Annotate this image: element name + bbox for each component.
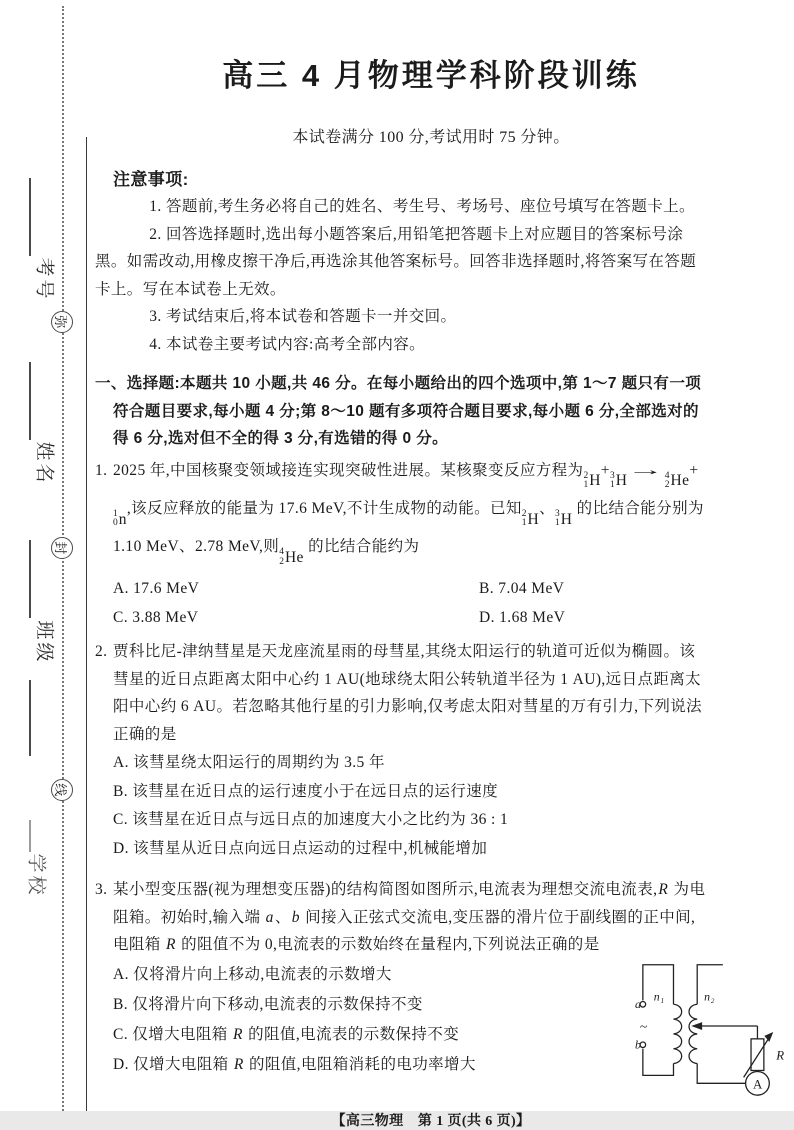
exam-title: 高三 4 月物理学科阶段训练 [222, 58, 640, 93]
slider-arrowhead [691, 1022, 702, 1030]
secondary-bottom-wire [697, 1064, 745, 1084]
exam-content [95, 0, 785, 1130]
margin-field-name: 姓名 [33, 441, 55, 486]
question-1-options [113, 574, 711, 632]
question-1-number: 1. [95, 461, 108, 479]
transformer-circuit-svg [632, 952, 794, 1104]
primary-bottom-wire [643, 1049, 674, 1076]
question-3-number: 3. [95, 881, 108, 899]
seal-char-mi: 弥 [51, 311, 73, 333]
primary-coil-label: n₁ [653, 989, 665, 1004]
margin-rule-line [86, 137, 87, 1111]
question-2-option-d: D. 该彗星从近日点向远日点运动的过程中,机械能增加 [113, 839, 488, 857]
resistor-box [751, 1039, 764, 1071]
field-underline [29, 362, 31, 440]
question-2-option-a: A. 该彗星绕太阳运行的周期约为 3.5 年 [113, 754, 385, 772]
question-1-option-b: B. 7.04 MeV [479, 580, 565, 598]
question-2-options [113, 749, 711, 863]
question-2-option-c: C. 该彗星在近日点与远日点的加速度大小之比约为 36 : 1 [113, 811, 509, 829]
ammeter-label: A [753, 1077, 763, 1092]
resistor-arrowhead [764, 1032, 773, 1042]
seal-char-xian: 线 [51, 779, 73, 801]
page-footer: 【高三物理 第 1 页(共 6 页)】 [331, 1113, 531, 1129]
question-3-option-b: B. 仅将滑片向下移动,电流表的示数保持不变 [113, 995, 423, 1013]
question-3-option-a: A. 仅将滑片向上移动,电流表的示数增大 [113, 965, 392, 983]
secondary-coil-label: n₂ [704, 989, 715, 1004]
notice-heading: 注意事项: [113, 170, 189, 189]
question-1-text: 2025 年,中国核聚变领域接连实现突破性进展。某核聚变反应方程为 2 1 H + 3 1 H → 4 2 He + 1 0 n ,该反应释放的能量为 17.6 MeV,不计生成物的动能。已知 2 1 H 、 3 1 H 的比结合能分别为 1.10 MeV、2.78 MeV,则 4 2 He 的比结合能约为 [113, 461, 704, 567]
notice-section [95, 167, 711, 358]
terminal-a-label: a [634, 997, 642, 1012]
question-1-option-c: C. 3.88 MeV [113, 609, 199, 627]
primary-coil [673, 1005, 681, 1064]
question-3-option-c: C. 仅增大电阻箱 R 的阻值,电流表的示数保持不变 [113, 1025, 460, 1043]
margin-field-exam-number: 考号 [33, 257, 55, 302]
secondary-coil [689, 1005, 697, 1064]
question-2-number: 2. [95, 643, 108, 661]
margin-field-school: 学校 [25, 853, 47, 898]
notice-item-1: 1. 答题前,考生务必将自己的姓名、考生号、考场号、座位号填写在答题卡上。 [149, 198, 695, 215]
question-2-text: 贾科比尼-津纳彗星是天龙座流星雨的母彗星,其绕太阳运行的轨道可近似为椭圆。该彗星的近日点距离太阳中心约 1 AU(地球绕太阳公转轨道半径为 1 AU),远日点距离太阳中心约 6 AU。若忽略其他行星的引力影响,仅考虑太阳对彗星的万有引力,下列说法正确的是 [113, 643, 703, 743]
terminal-b-label: b [634, 1037, 642, 1052]
question-3-options [113, 960, 711, 1080]
notice-item-3: 3. 考试结束后,将本试卷和答题卡一并交回。 [149, 308, 457, 325]
question-3-text: 某小型变压器(视为理想变压器)的结构简图如图所示,电流表为理想交流电流表,R 为电阻箱。初始时,输入端 a、b 间接入正弦式交流电,变压器的滑片位于副线圈的正中间,电阻箱 R 的阻值不为 0,电流表的示数始终在量程内,下列说法正确的是 [113, 881, 706, 954]
question-1-option-a: A. 17.6 MeV [113, 580, 200, 598]
field-underline [29, 680, 31, 756]
notice-item-4: 4. 本试卷主要考试内容:高考全部内容。 [149, 335, 426, 353]
question-3 [95, 876, 785, 1092]
notice-item-2: 2. 回答选择题时,选出每小题答案后,用铅笔把答题卡上对应题目的答案标号涂黑。如需改动,用橡皮擦干净后,再选涂其他答案标号。回答非选择题时,将答案写在答题卡上。写在本试卷上无效。 [95, 225, 697, 298]
question-1 [95, 457, 711, 633]
margin-field-class: 班级 [33, 620, 55, 665]
resistor-label: R [776, 1048, 785, 1063]
section-one-heading: 一、选择题:本题共 10 小题,共 46 分。在每小题给出的四个选项中,第 1～7 题只有一项符合题目要求,每小题 4 分;第 8～10 题有多项符合题目要求,每小题 6 分,全部选对的得 6 分,选对但不全的得 3 分,有选错的得 0 分。 [95, 375, 702, 447]
question-2-option-b: B. 该彗星在近日点的运行速度小于在远日点的运行速度 [113, 782, 498, 800]
exam-meta-line: 本试卷满分 100 分,考试用时 75 分钟。 [292, 129, 570, 146]
question-1-option-d: D. 1.68 MeV [479, 609, 566, 627]
seal-char-feng: 封 [51, 537, 73, 559]
field-underline [29, 540, 31, 618]
transformer-circuit-figure [632, 952, 794, 1104]
ac-source-symbol: ~ [639, 1019, 648, 1035]
question-2 [95, 638, 711, 863]
field-underline [29, 178, 31, 256]
question-3-option-d: D. 仅增大电阻箱 R 的阻值,电阻箱消耗的电功率增大 [113, 1055, 476, 1073]
